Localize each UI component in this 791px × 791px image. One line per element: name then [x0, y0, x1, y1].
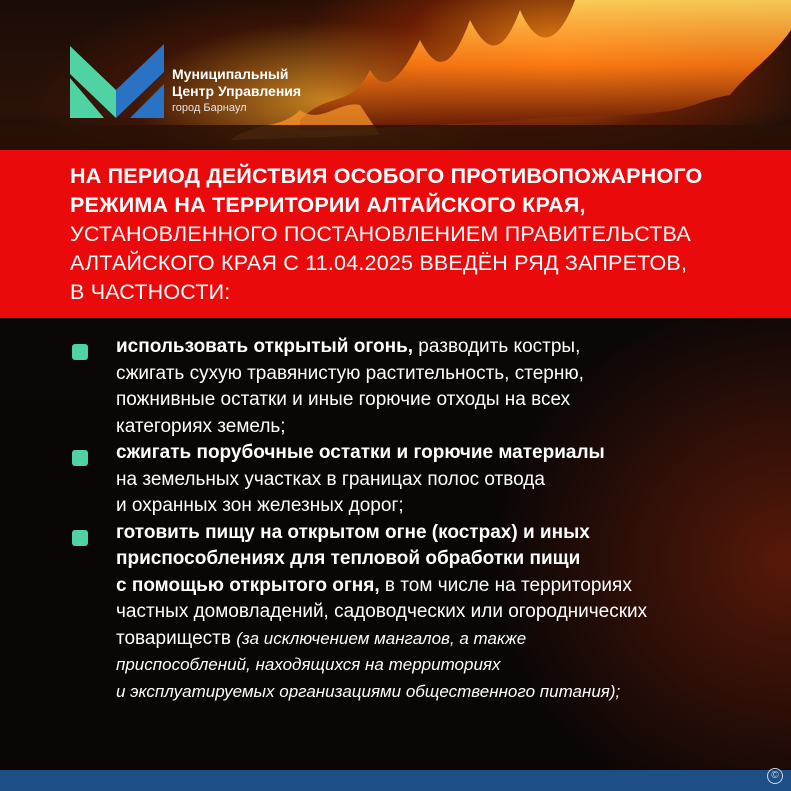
square-bullet-icon — [72, 450, 88, 466]
item-text-line: категориях земель; — [116, 415, 286, 437]
item-text-line: на земельных участках в границах полос отвода — [116, 468, 545, 490]
item-text-line: пожнивные остатки и иные горючие отходы на всех — [116, 389, 571, 410]
banner-line-1: НА ПЕРИОД ДЕЙСТВИЯ ОСОБОГО ПРОТИВОПОЖАРНОГО — [70, 164, 703, 188]
item-bold: с помощью открытого огня, — [116, 574, 380, 596]
item-text-line: товариществ — [116, 627, 237, 649]
brand-line-1: Муниципальный — [172, 66, 289, 82]
item-bold: использовать открытый огонь, — [116, 336, 414, 357]
copyright-icon: © — [767, 768, 783, 784]
item-note: приспособлений, находящихся на территориях — [116, 655, 501, 674]
brand-city: город Барнаул — [172, 101, 247, 114]
footer-bar — [0, 770, 791, 791]
list-item — [72, 520, 782, 706]
item-text-line: сжигать сухую травянистую растительность, стерню, — [116, 362, 584, 384]
prohibitions-list — [72, 334, 782, 705]
item-text-line: и охранных зон железных дорог; — [116, 495, 404, 516]
list-item-text — [116, 520, 647, 706]
brand-name — [172, 66, 301, 115]
announcement-banner — [0, 150, 791, 318]
brand-line-2: Центр Управления — [172, 82, 302, 99]
list-item — [72, 440, 782, 520]
item-note: (за исключением мангалов, а также — [236, 628, 527, 648]
item-bold: готовить пищу на открытом огне (кострах) и иных — [116, 521, 590, 543]
item-bold: сжигать порубочные остатки и горючие материалы — [116, 442, 605, 463]
mcu-logo-icon — [70, 44, 164, 118]
list-item-text — [116, 334, 584, 440]
item-bold: приспособлениях для тепловой обработки пищи — [116, 548, 581, 569]
banner-line-4: АЛТАЙСКОГО КРАЯ С 11.04.2025 ВВЕДЁН РЯД ЗАПРЕТОВ, — [70, 251, 688, 275]
item-text-line: разводить костры, — [413, 336, 581, 357]
square-bullet-icon — [72, 530, 88, 546]
square-bullet-icon — [72, 344, 88, 360]
banner-line-3: УСТАНОВЛЕННОГО ПОСТАНОВЛЕНИЕМ ПРАВИТЕЛЬСТВА — [70, 222, 691, 246]
banner-line-2: РЕЖИМА НА ТЕРРИТОРИИ АЛТАЙСКОГО КРАЯ, — [70, 193, 586, 217]
item-note: и эксплуатируемых организациями общественного питания); — [116, 681, 621, 701]
brand-header — [70, 44, 301, 118]
list-item-text — [116, 440, 605, 520]
banner-line-5: В ЧАСТНОСТИ: — [70, 280, 231, 304]
item-text-line: частных домовладений, садоводческих или огороднических — [116, 601, 648, 622]
list-item — [72, 334, 782, 440]
item-text-line: в том числе на территориях — [379, 574, 632, 596]
